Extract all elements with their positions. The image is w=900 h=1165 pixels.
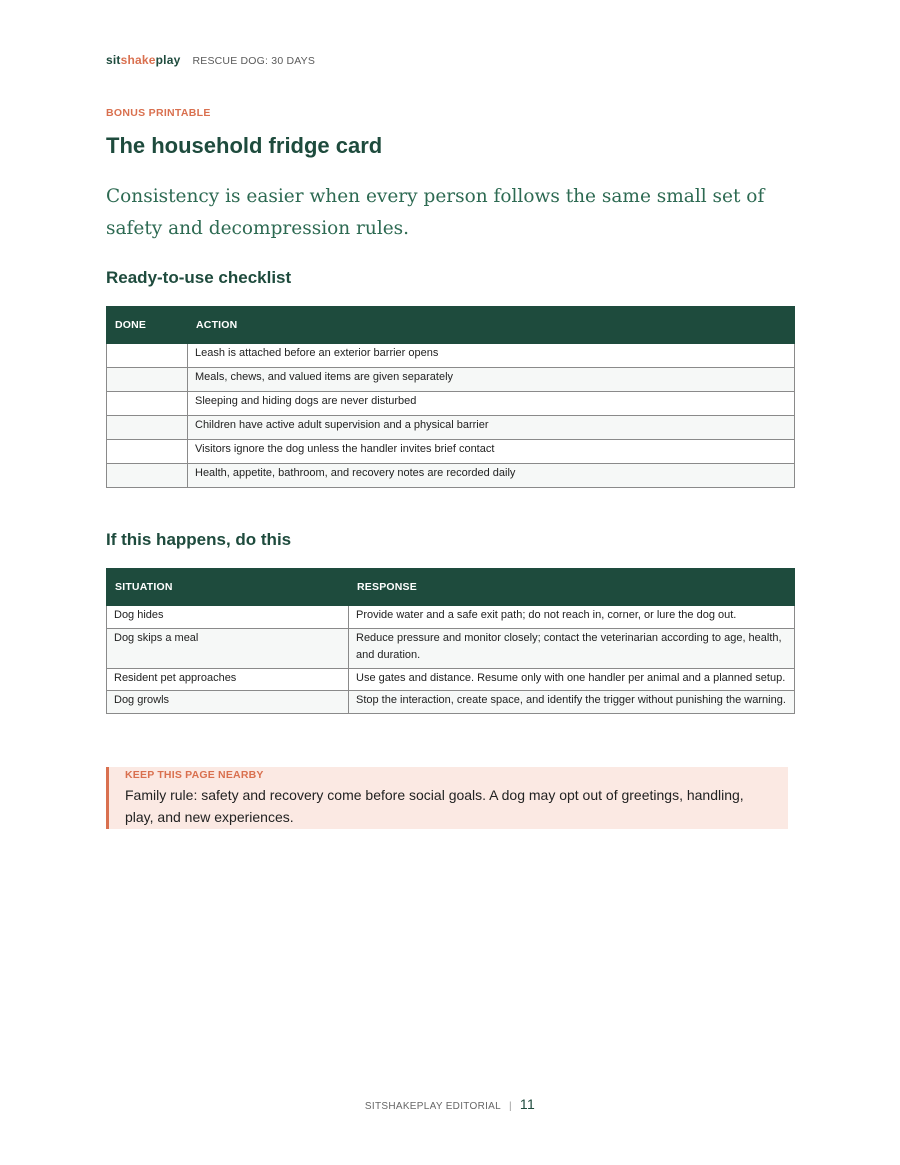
done-cell[interactable] [107, 368, 188, 392]
brand-logo: sitshakeplay [106, 53, 181, 67]
action-cell: Children have active adult supervision and a physical barrier [188, 416, 795, 440]
page-title: The household fridge card [106, 133, 383, 158]
column-header-response: RESPONSE [349, 569, 795, 606]
footer-publisher: SITSHAKEPLAY EDITORIAL [364, 1101, 502, 1112]
action-cell: Leash is attached before an exterior barrier opens [188, 344, 795, 368]
situation-cell: Resident pet approaches [107, 668, 349, 691]
column-header-situation: SITUATION [107, 569, 349, 606]
action-cell: Health, appetite, bathroom, and recovery notes are recorded daily [188, 464, 795, 488]
footer-separator: | [509, 1101, 512, 1112]
table-row [107, 464, 795, 488]
done-cell[interactable] [107, 344, 188, 368]
done-cell[interactable] [107, 392, 188, 416]
situations-heading: If this happens, do this [106, 530, 292, 549]
checklist-heading: Ready-to-use checklist [106, 268, 292, 287]
column-header-done: DONE [107, 307, 188, 344]
table-row [107, 344, 795, 368]
page-footer [0, 1096, 900, 1112]
callout-box [106, 767, 788, 829]
eyebrow-label: BONUS PRINTABLE [106, 107, 211, 119]
situation-cell: Dog skips a meal [107, 628, 349, 668]
table-row [107, 416, 795, 440]
table-row [107, 440, 795, 464]
lede-paragraph: Consistency is easier when every person follows the same small set of safety and decompression rules. [106, 186, 765, 239]
action-cell: Visitors ignore the dog unless the handler invites brief contact [188, 440, 795, 464]
done-cell[interactable] [107, 440, 188, 464]
table-row [107, 392, 795, 416]
response-cell: Reduce pressure and monitor closely; contact the veterinarian according to age, health, and duration. [349, 628, 795, 668]
situation-cell: Dog growls [107, 691, 349, 714]
response-cell: Provide water and a safe exit path; do not reach in, corner, or lure the dog out. [349, 606, 795, 629]
header-section-title: RESCUE DOG: 30 DAYS [192, 55, 316, 67]
done-cell[interactable] [107, 464, 188, 488]
callout-text: Family rule: safety and recovery come before social goals. A dog may opt out of greetings, handling, play, and new experiences. [125, 787, 744, 825]
table-row [107, 691, 795, 714]
action-cell: Sleeping and hiding dogs are never disturbed [188, 392, 795, 416]
callout-label: KEEP THIS PAGE NEARBY [125, 769, 264, 781]
done-cell[interactable] [107, 416, 188, 440]
response-cell: Use gates and distance. Resume only with one handler per animal and a planned setup. [349, 668, 795, 691]
checklist-table [106, 306, 795, 488]
situation-cell: Dog hides [107, 606, 349, 629]
action-cell: Meals, chews, and valued items are given separately [188, 368, 795, 392]
table-row [107, 628, 795, 668]
page-number: 11 [519, 1096, 536, 1112]
table-row [107, 668, 795, 691]
page-header [106, 53, 315, 67]
checklist-header-row [107, 307, 795, 344]
response-cell: Stop the interaction, create space, and identify the trigger without punishing the warning. [349, 691, 795, 714]
column-header-action: ACTION [188, 307, 795, 344]
situations-table [106, 568, 795, 714]
table-row [107, 368, 795, 392]
table-row [107, 606, 795, 629]
situations-header-row [107, 569, 795, 606]
